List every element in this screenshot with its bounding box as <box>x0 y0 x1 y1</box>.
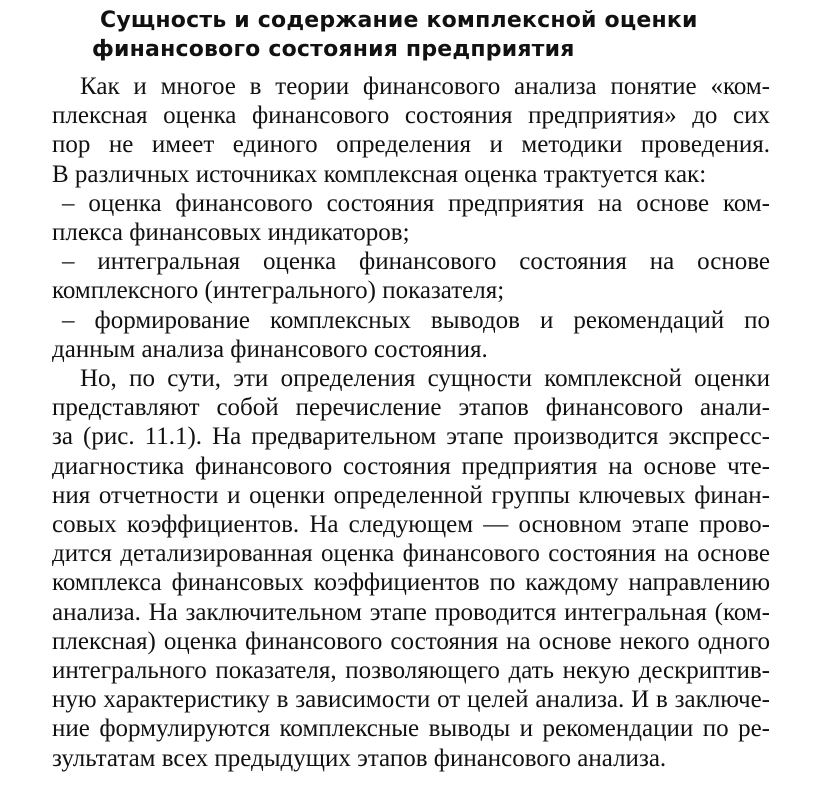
heading-line: финансового состояния предприятия <box>92 37 575 62</box>
list-item-line: – формирование комплексных выводов и рекомендаций по <box>62 306 770 334</box>
body-line: интегрального показателя, позволяющего дать некую дескриптив- <box>52 657 770 685</box>
body-line: анализа. На заключительном этапе проводится интегральная (ком- <box>52 598 770 626</box>
body-line: зультатам всех предыдущих этапов финансового анализа. <box>52 744 667 772</box>
body-line: ния отчетности и оценки определенной группы ключевых финан- <box>52 481 770 509</box>
body-line: представляют собой перечисление этапов финансового анали- <box>52 394 770 422</box>
section-heading <box>92 6 698 64</box>
list-item-line: комплексного (интегрального) показателя; <box>52 277 505 305</box>
body-line: диагностика финансового состояния предприятия на основе чте- <box>52 452 770 480</box>
body-line: совых коэффициентов. На следующем — основном этапе прово- <box>52 511 770 539</box>
body-line: плексная) оценка финансового состояния на основе некого одного <box>52 627 770 655</box>
list-item-line: данным анализа финансового состояния. <box>52 335 488 363</box>
body-line: В различных источниках комплексная оценка трактуется как: <box>52 160 707 188</box>
heading-line: Сущность и содержание комплексной оценки <box>100 8 698 33</box>
body-line: дится детализированная оценка финансового состояния на основе <box>52 540 770 568</box>
body-line: за (рис. 11.1). На предварительном этапе производится экспресс- <box>52 423 770 451</box>
body-line: комплекса финансовых коэффициентов по каждому направлению <box>52 569 770 597</box>
list-item-line: плекса финансовых индикаторов; <box>52 219 410 247</box>
body-line: ную характеристику в зависимости от целей анализа. И в заключе- <box>52 686 770 714</box>
body-line: пор не имеет единого определения и методики проведения. <box>52 131 770 159</box>
body-line: Как и многое в теории финансового анализа понятие «ком- <box>80 73 770 100</box>
list-item-line: – интегральная оценка финансового состояния на основе <box>62 248 770 276</box>
body-line: Но, по сути, эти определения сущности комплексной оценки <box>80 365 770 393</box>
body-line: ние формулируются комплексные выводы и рекомендации по ре- <box>52 715 770 743</box>
body-line: плексная оценка финансового состояния предприятия» до сих <box>52 102 770 130</box>
list-item-line: – оценка финансового состояния предприятия на основе ком- <box>62 189 770 217</box>
body-text <box>52 72 770 773</box>
